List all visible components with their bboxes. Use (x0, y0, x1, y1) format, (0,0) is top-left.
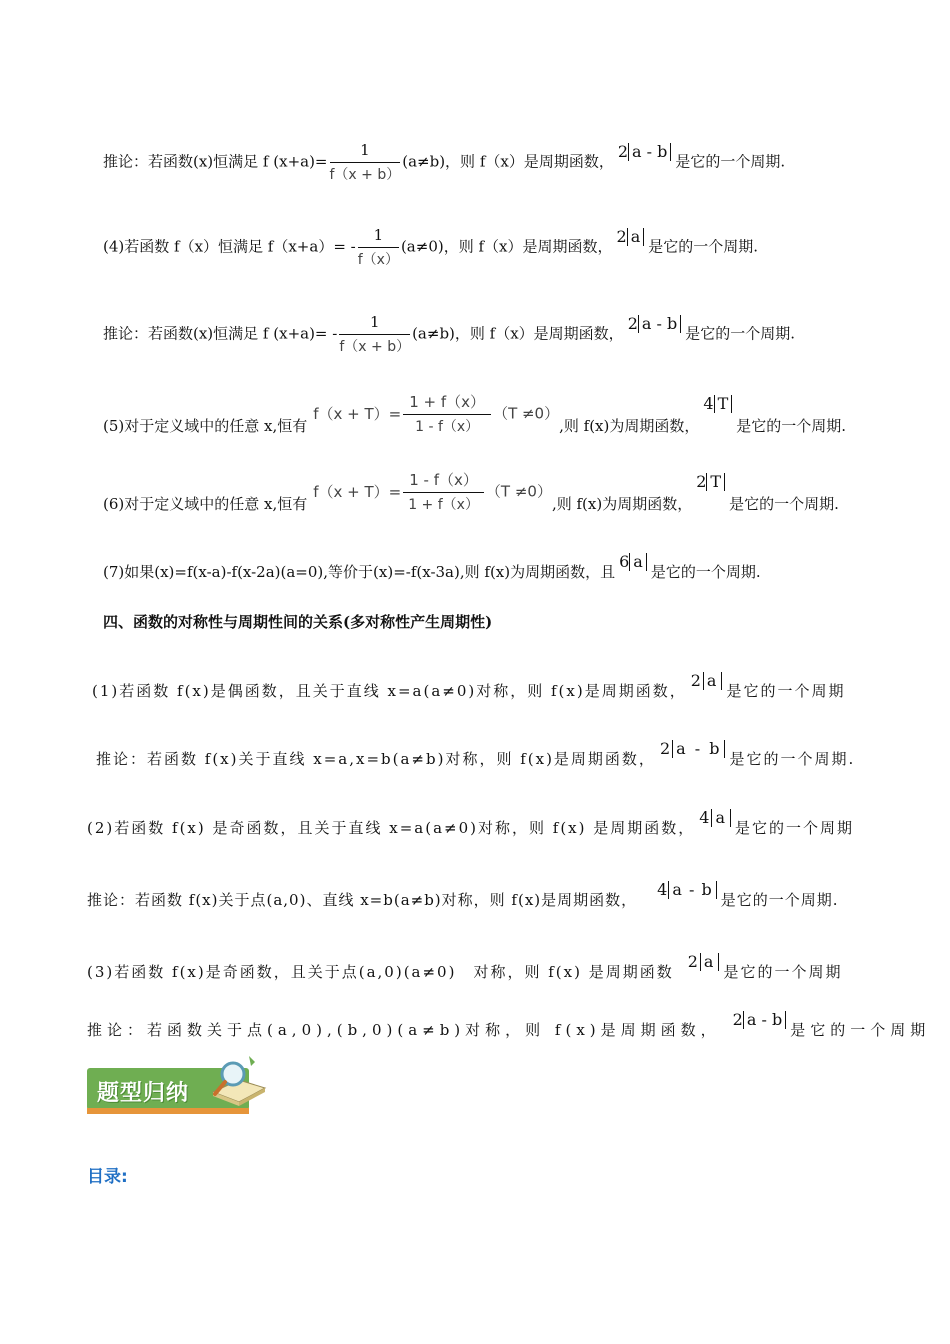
denominator: 1 + f（x） (408, 497, 479, 513)
denominator: f（x + b） (339, 339, 411, 355)
text: 推论：若函数(x)恒满足 f (x+a)= - (103, 324, 338, 343)
coefficient: 2 (616, 226, 627, 246)
absolute-value: a - b (638, 315, 681, 333)
text: (a≠0)，则 f（x）是周期函数， (400, 237, 613, 256)
period-expression (617, 227, 645, 247)
text: 是它的一个周期. (720, 891, 839, 909)
period-expression (699, 808, 731, 828)
text: ,则 f(x)为周期函数， (559, 416, 700, 435)
coefficient: 4 (703, 393, 714, 413)
section-banner (87, 1052, 267, 1120)
section-heading (103, 612, 492, 632)
absolute-value: T (714, 395, 733, 413)
text: (3)若函数 f(x)是奇函数，且关于点(a,0)(a≠0) 对称，则 f(x) 是周期函数 (87, 963, 674, 981)
text: 推论：若函数(x)恒满足 f (x+a)= (103, 152, 328, 171)
text: (1)若函数 f(x)是偶函数，且关于直线 x=a(a≠0)对称，则 f(x)是周期函数， (92, 682, 687, 700)
numerator: 1 (330, 140, 401, 163)
coefficient: 2 (627, 313, 638, 333)
absolute-value: T (706, 473, 725, 491)
fraction (403, 392, 491, 437)
period-expression (657, 880, 717, 900)
period-expression (688, 952, 720, 972)
fraction (339, 312, 410, 357)
symmetry-inference-2 (87, 880, 839, 910)
numerator: 1 (339, 312, 410, 335)
symmetry-rule-1 (92, 671, 846, 701)
formula-lhs: f（x + T）= (313, 404, 402, 423)
formula-lhs: f（x + T）= (313, 482, 402, 501)
book-magnifier-icon (205, 1052, 275, 1112)
text: 是它的一个周期 (790, 1021, 931, 1039)
absolute-value: a - b (743, 1011, 786, 1029)
absolute-value: a (700, 953, 720, 971)
text: (5)对于定义域中的任意 x,恒有 (103, 416, 308, 435)
coefficient: 2 (696, 471, 707, 491)
text: 是它的一个周期. (675, 152, 786, 171)
fraction (358, 225, 399, 270)
coefficient: 4 (699, 808, 712, 827)
text: 是它的一个周期. (648, 237, 759, 256)
symmetry-inference-1 (96, 739, 856, 769)
coefficient: 2 (617, 141, 629, 161)
text: 是它的一个周期. (685, 324, 796, 343)
fraction (330, 140, 401, 185)
heading-text: 四、函数的对称性与周期性间的关系(多对称性产生周期性) (103, 613, 493, 631)
text: (4)若函数 f（x）恒满足 f（x+a）= - (103, 237, 356, 256)
absolute-value: a - b (672, 740, 725, 758)
text: 推论：若函数关于点(a,0),(b,0)(a≠b)对称，则 f(x)是周期函数， (87, 1021, 721, 1039)
coefficient: 2 (690, 671, 703, 690)
banner-title: 题型归纳 (97, 1081, 190, 1106)
absolute-value: a - b (628, 143, 671, 161)
period-expression (619, 552, 647, 572)
period-expression (703, 394, 732, 414)
symmetry-inference-3 (87, 1010, 931, 1040)
period-expression (696, 472, 725, 492)
text: 是它的一个周期. (729, 750, 856, 768)
numerator: 1 - f（x） (403, 470, 484, 493)
text: (a≠b)，则 f（x）是周期函数， (402, 152, 614, 171)
period-expression (618, 142, 672, 162)
rule-6-line (103, 470, 839, 515)
rule-4-line (103, 225, 758, 270)
rule-7-line (103, 552, 761, 582)
fraction (403, 470, 484, 515)
inference-line-2 (103, 312, 795, 357)
coefficient: 2 (732, 1010, 743, 1029)
absolute-value: a (711, 809, 731, 827)
text: (6)对于定义域中的任意 x,恒有 (103, 494, 308, 513)
text: 是它的一个周期 (723, 963, 843, 981)
symmetry-rule-3 (87, 952, 843, 982)
period-expression (660, 739, 726, 759)
text: 是它的一个周期. (736, 416, 847, 435)
coefficient: 2 (687, 952, 700, 971)
text: (a≠b)，则 f（x）是周期函数， (412, 324, 624, 343)
condition: （T ≠0） (485, 482, 552, 501)
coefficient: 6 (619, 552, 630, 571)
text: 是它的一个周期 (735, 819, 855, 837)
denominator: f（x + b） (329, 167, 401, 183)
symmetry-rule-2 (87, 808, 855, 838)
text: (2)若函数 f(x) 是奇函数，且关于直线 x=a(a≠0)对称，则 f(x) 是周期函数， (87, 819, 696, 837)
text: (7)如果(x)=f(x-a)-f(x-2a)(a=0),等价于(x)=-f(x-3a),则 f(x)为周期函数，且 (103, 563, 616, 581)
text: 是它的一个周期. (650, 563, 761, 581)
coefficient: 2 (659, 739, 673, 758)
text: 推论：若函数 f(x)关于直线 x=a,x=b(a≠b)对称，则 f(x)是周期函数， (96, 750, 656, 768)
rule-5-line (103, 392, 846, 437)
absolute-value: a (703, 672, 723, 690)
toc-label: 目录: (87, 1167, 128, 1187)
condition: （T ≠0） (493, 404, 560, 423)
text: ,则 f(x)为周期函数， (551, 494, 693, 513)
text: 推论：若函数 f(x)关于点(a,0)、直线 x=b(a≠b)对称，则 f(x)是周期函数， (87, 891, 638, 909)
denominator: 1 - f（x） (415, 419, 480, 435)
numerator: 1 + f（x） (403, 392, 491, 415)
absolute-value: a (627, 228, 645, 246)
text: 是它的一个周期. (729, 494, 839, 513)
absolute-value: a (629, 553, 647, 571)
denominator: f（x） (357, 252, 399, 268)
period-expression (733, 1010, 787, 1030)
text: 是它的一个周期 (726, 682, 846, 700)
period-expression (691, 671, 723, 691)
coefficient: 4 (657, 880, 669, 899)
period-expression (628, 314, 682, 334)
inference-line-1 (103, 140, 785, 185)
absolute-value: a - b (668, 881, 716, 899)
numerator: 1 (358, 225, 399, 248)
